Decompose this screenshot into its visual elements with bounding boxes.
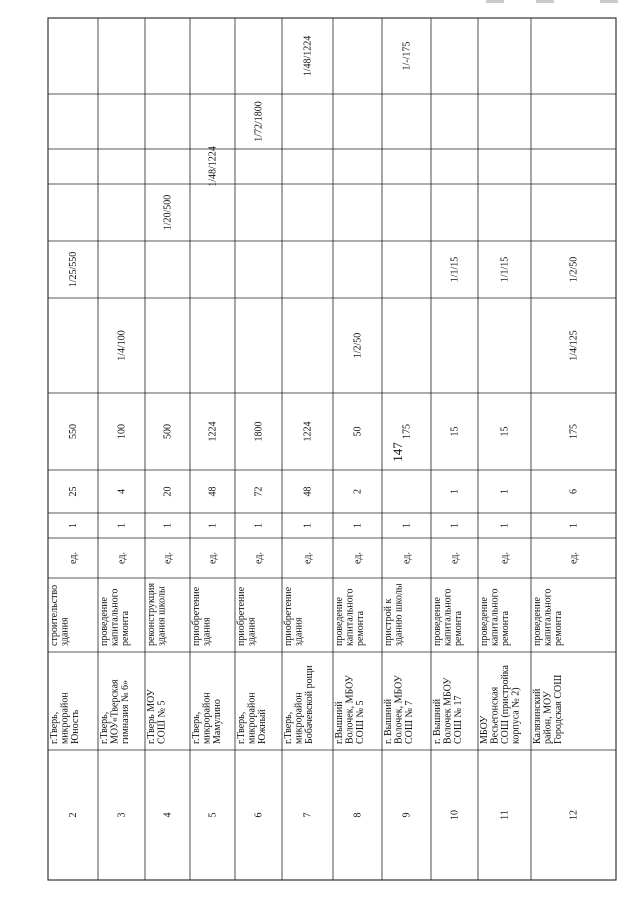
value-cell: ед. [449,552,461,564]
value-cell: 1/2/50 [352,332,364,359]
value-cell: 2 [352,489,364,494]
page-number: 147 [390,442,405,462]
value-cell: 48 [207,486,219,497]
value-cell: 1/2/50 [568,256,580,283]
location-cell: г.Тверь,МОУ«Тверскаягимназия № 6» [99,679,131,744]
table-row [49,252,81,818]
value-cell: 1224 [302,421,314,442]
location-cell: г.ВышнийВолочек, МБОУСОШ № 5 [334,675,366,744]
location-cell: г. ВышнийВолочек, МБОУСОШ № 7 [383,675,415,744]
action-cell: проведениекапитальногоремонта [432,588,464,646]
value-cell: 1/4/125 [568,330,580,361]
table-row [334,333,366,818]
value-cell: ед. [207,552,219,564]
action-cell: проведениекапитальногоремонта [99,588,131,646]
value-cell: 1/1/15 [499,256,511,283]
value-cell: ед. [401,552,413,564]
row-number: 3 [116,812,128,818]
value-cell: 1800 [253,421,265,442]
value-cell: 1 [449,523,461,528]
table-row [236,101,268,817]
row-number: 6 [253,812,265,818]
value-cell: 500 [162,424,174,439]
value-cell: ед. [499,552,511,564]
row-number: 7 [302,812,314,818]
table-row [146,195,174,818]
value-cell: 50 [352,426,364,437]
location-cell: Калязинскийрайон, МОУГородская СОШ [532,674,564,744]
value-cell: 1 [207,523,219,528]
value-cell: ед. [253,552,265,564]
value-cell: 1 [499,523,511,528]
location-cell: г.Тверь,микрорайонМамулино [191,692,223,744]
row-number: 9 [401,812,413,818]
location-cell: г.Тверь,микрорайонБобачевской рощи [283,665,315,744]
value-cell: 1/-/175 [401,41,413,71]
action-cell: проведениекапитальногоремонта [479,588,511,646]
value-cell: 72 [253,486,265,497]
value-cell: 175 [568,424,580,439]
value-cell: 1/20/500 [162,194,174,231]
value-cell: 100 [116,424,128,439]
location-cell: г.Тверь МОУСОШ № 5 [146,689,168,744]
location-cell: г.Тверь,микрорайонЮность [49,692,81,744]
value-cell: 1 [253,523,265,528]
value-cell: 15 [499,426,511,437]
row-number: 11 [499,810,511,820]
value-cell: 1 [568,523,580,528]
location-cell: г.Тверь,микрорайонЮжный [236,692,268,744]
value-cell: 1/25/550 [68,251,79,288]
location-cell: МБОУВесьегонскаяСОШ (пристройкакорпуса № 2) [479,665,522,744]
value-cell: 1 [449,489,461,494]
value-cell: 15 [449,426,461,437]
value-cell: 48 [302,486,314,497]
value-cell: ед. [302,552,314,564]
table-row [383,42,415,818]
value-cell: 1 [162,523,174,528]
value-cell: 20 [162,486,174,497]
value-cell: ед. [352,552,364,564]
value-cell: ед. [116,552,128,564]
value-cell: 1224 [207,421,219,442]
row-number: 5 [207,812,219,818]
value-cell: 1 [302,523,314,528]
action-cell: проведениекапитальногоремонта [334,588,366,646]
table-row [99,330,131,817]
action-cell: приобретениездания [236,586,258,646]
value-cell: 1 [116,523,128,528]
value-cell: 1/72/1800 [253,101,265,142]
row-number: 2 [68,812,79,818]
row-number: 10 [449,810,461,820]
value-cell: 1 [401,523,413,528]
action-cell: пристрой кзданию школы [383,583,405,646]
action-cell: приобретениездания [283,586,305,646]
value-cell: ед. [568,552,580,564]
value-cell: 1/48/1224 [302,35,314,77]
table-row [191,146,223,817]
value-cell: 1 [68,523,79,528]
value-cell: ед. [68,552,79,564]
value-cell: 1/48/1224 [207,146,219,187]
action-cell: строительствоздания [49,584,71,646]
value-cell: 4 [116,489,128,494]
value-cell: 175 [401,424,413,439]
action-cell: проведениекапитальногоремонта [532,588,564,646]
action-cell: приобретениездания [191,586,213,646]
row-number: 12 [568,810,580,820]
value-cell: 6 [568,489,580,494]
table-row [283,36,315,818]
value-cell: 25 [68,486,79,497]
value-cell: 1 [352,523,364,528]
row-number: 4 [162,812,174,818]
value-cell: 1 [499,489,511,494]
value-cell: ед. [162,552,174,564]
location-cell: г. ВышнийВолочек МБОУСОШ № 17 [432,677,464,744]
value-cell: 1/4/100 [116,330,128,361]
row-number: 8 [352,812,364,818]
value-cell: 550 [68,424,79,439]
action-cell: реконструкцияздания школы [146,582,168,646]
value-cell: 1/1/15 [449,256,461,283]
